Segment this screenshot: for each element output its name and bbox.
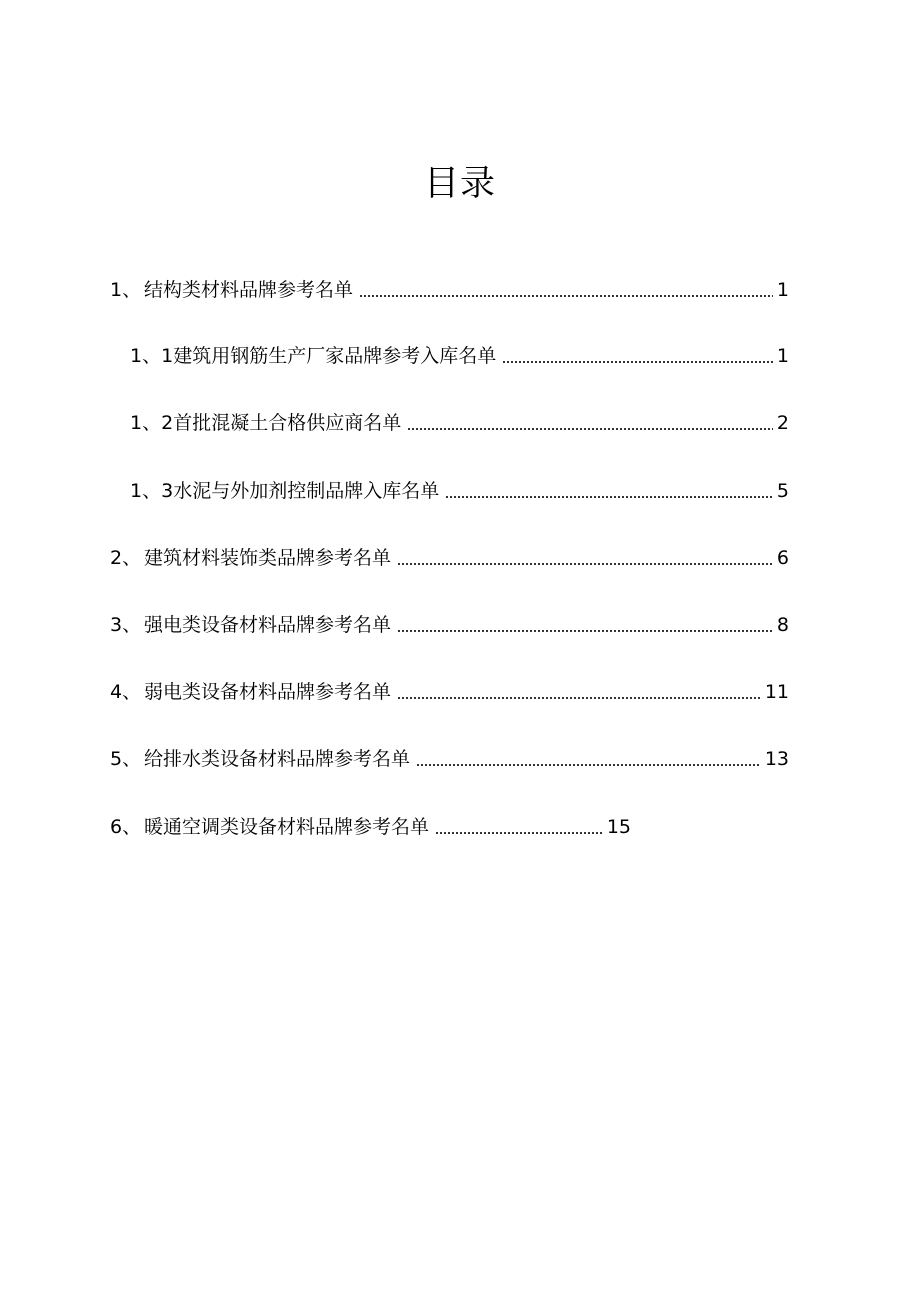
toc-entry-page: 13 [764, 748, 789, 770]
toc-entry-number: 6、 [110, 816, 142, 838]
toc-entry-page: 1 [776, 279, 789, 301]
toc-entry-number: 4、 [110, 681, 142, 703]
toc-entry-label: 建筑材料装饰类品牌参考名单 [144, 547, 392, 569]
toc-entry-4[interactable] [110, 678, 789, 706]
toc-entry-number: 5、 [110, 748, 142, 770]
toc-entry-6[interactable] [110, 813, 631, 841]
toc-entry-1[interactable] [110, 276, 789, 304]
toc-title: 目录 [423, 164, 496, 204]
toc-entry-number: 1、 [110, 279, 142, 301]
toc-entry-3[interactable] [110, 611, 789, 639]
toc-entry-label: 弱电类设备材料品牌参考名单 [144, 681, 392, 703]
dot-leader [397, 697, 761, 699]
toc-entry-page: 11 [764, 681, 789, 703]
toc-entry-label: 暖通空调类设备材料品牌参考名单 [144, 816, 430, 838]
toc-entry-page: 2 [776, 412, 789, 434]
toc-entry-label: 给排水类设备材料品牌参考名单 [144, 748, 411, 770]
dot-leader [397, 563, 773, 565]
toc-entry-page: 5 [776, 480, 789, 502]
toc-entry-number: 3、 [110, 614, 142, 636]
dot-leader [502, 361, 773, 363]
toc-entry-1-2[interactable] [130, 409, 789, 437]
toc-entry-number: 2、 [110, 547, 142, 569]
toc-entry-label: 建筑用钢筋生产厂家品牌参考入库名单 [173, 345, 497, 367]
toc-entry-2[interactable] [110, 544, 789, 572]
toc-entry-label: 水泥与外加剂控制品牌入库名单 [173, 480, 440, 502]
toc-entry-page: 1 [776, 345, 789, 367]
toc-entry-label: 强电类设备材料品牌参考名单 [144, 614, 392, 636]
toc-entry-number: 1、1 [130, 345, 174, 367]
toc-entry-label: 结构类材料品牌参考名单 [144, 279, 354, 301]
toc-entry-label: 首批混凝土合格供应商名单 [173, 412, 402, 434]
toc-entry-1-3[interactable] [130, 477, 789, 505]
toc-entry-1-1[interactable] [130, 342, 789, 370]
toc-entry-page: 8 [776, 614, 789, 636]
dot-leader [407, 428, 773, 430]
toc-entry-5[interactable] [110, 745, 789, 773]
toc-entry-page: 15 [606, 816, 631, 838]
dot-leader [416, 764, 761, 766]
toc-entry-page: 6 [776, 547, 789, 569]
dot-leader [445, 496, 773, 498]
dot-leader [435, 832, 603, 834]
toc-entry-number: 1、3 [130, 480, 174, 502]
toc-entry-number: 1、2 [130, 412, 174, 434]
dot-leader [359, 295, 773, 297]
dot-leader [397, 630, 773, 632]
